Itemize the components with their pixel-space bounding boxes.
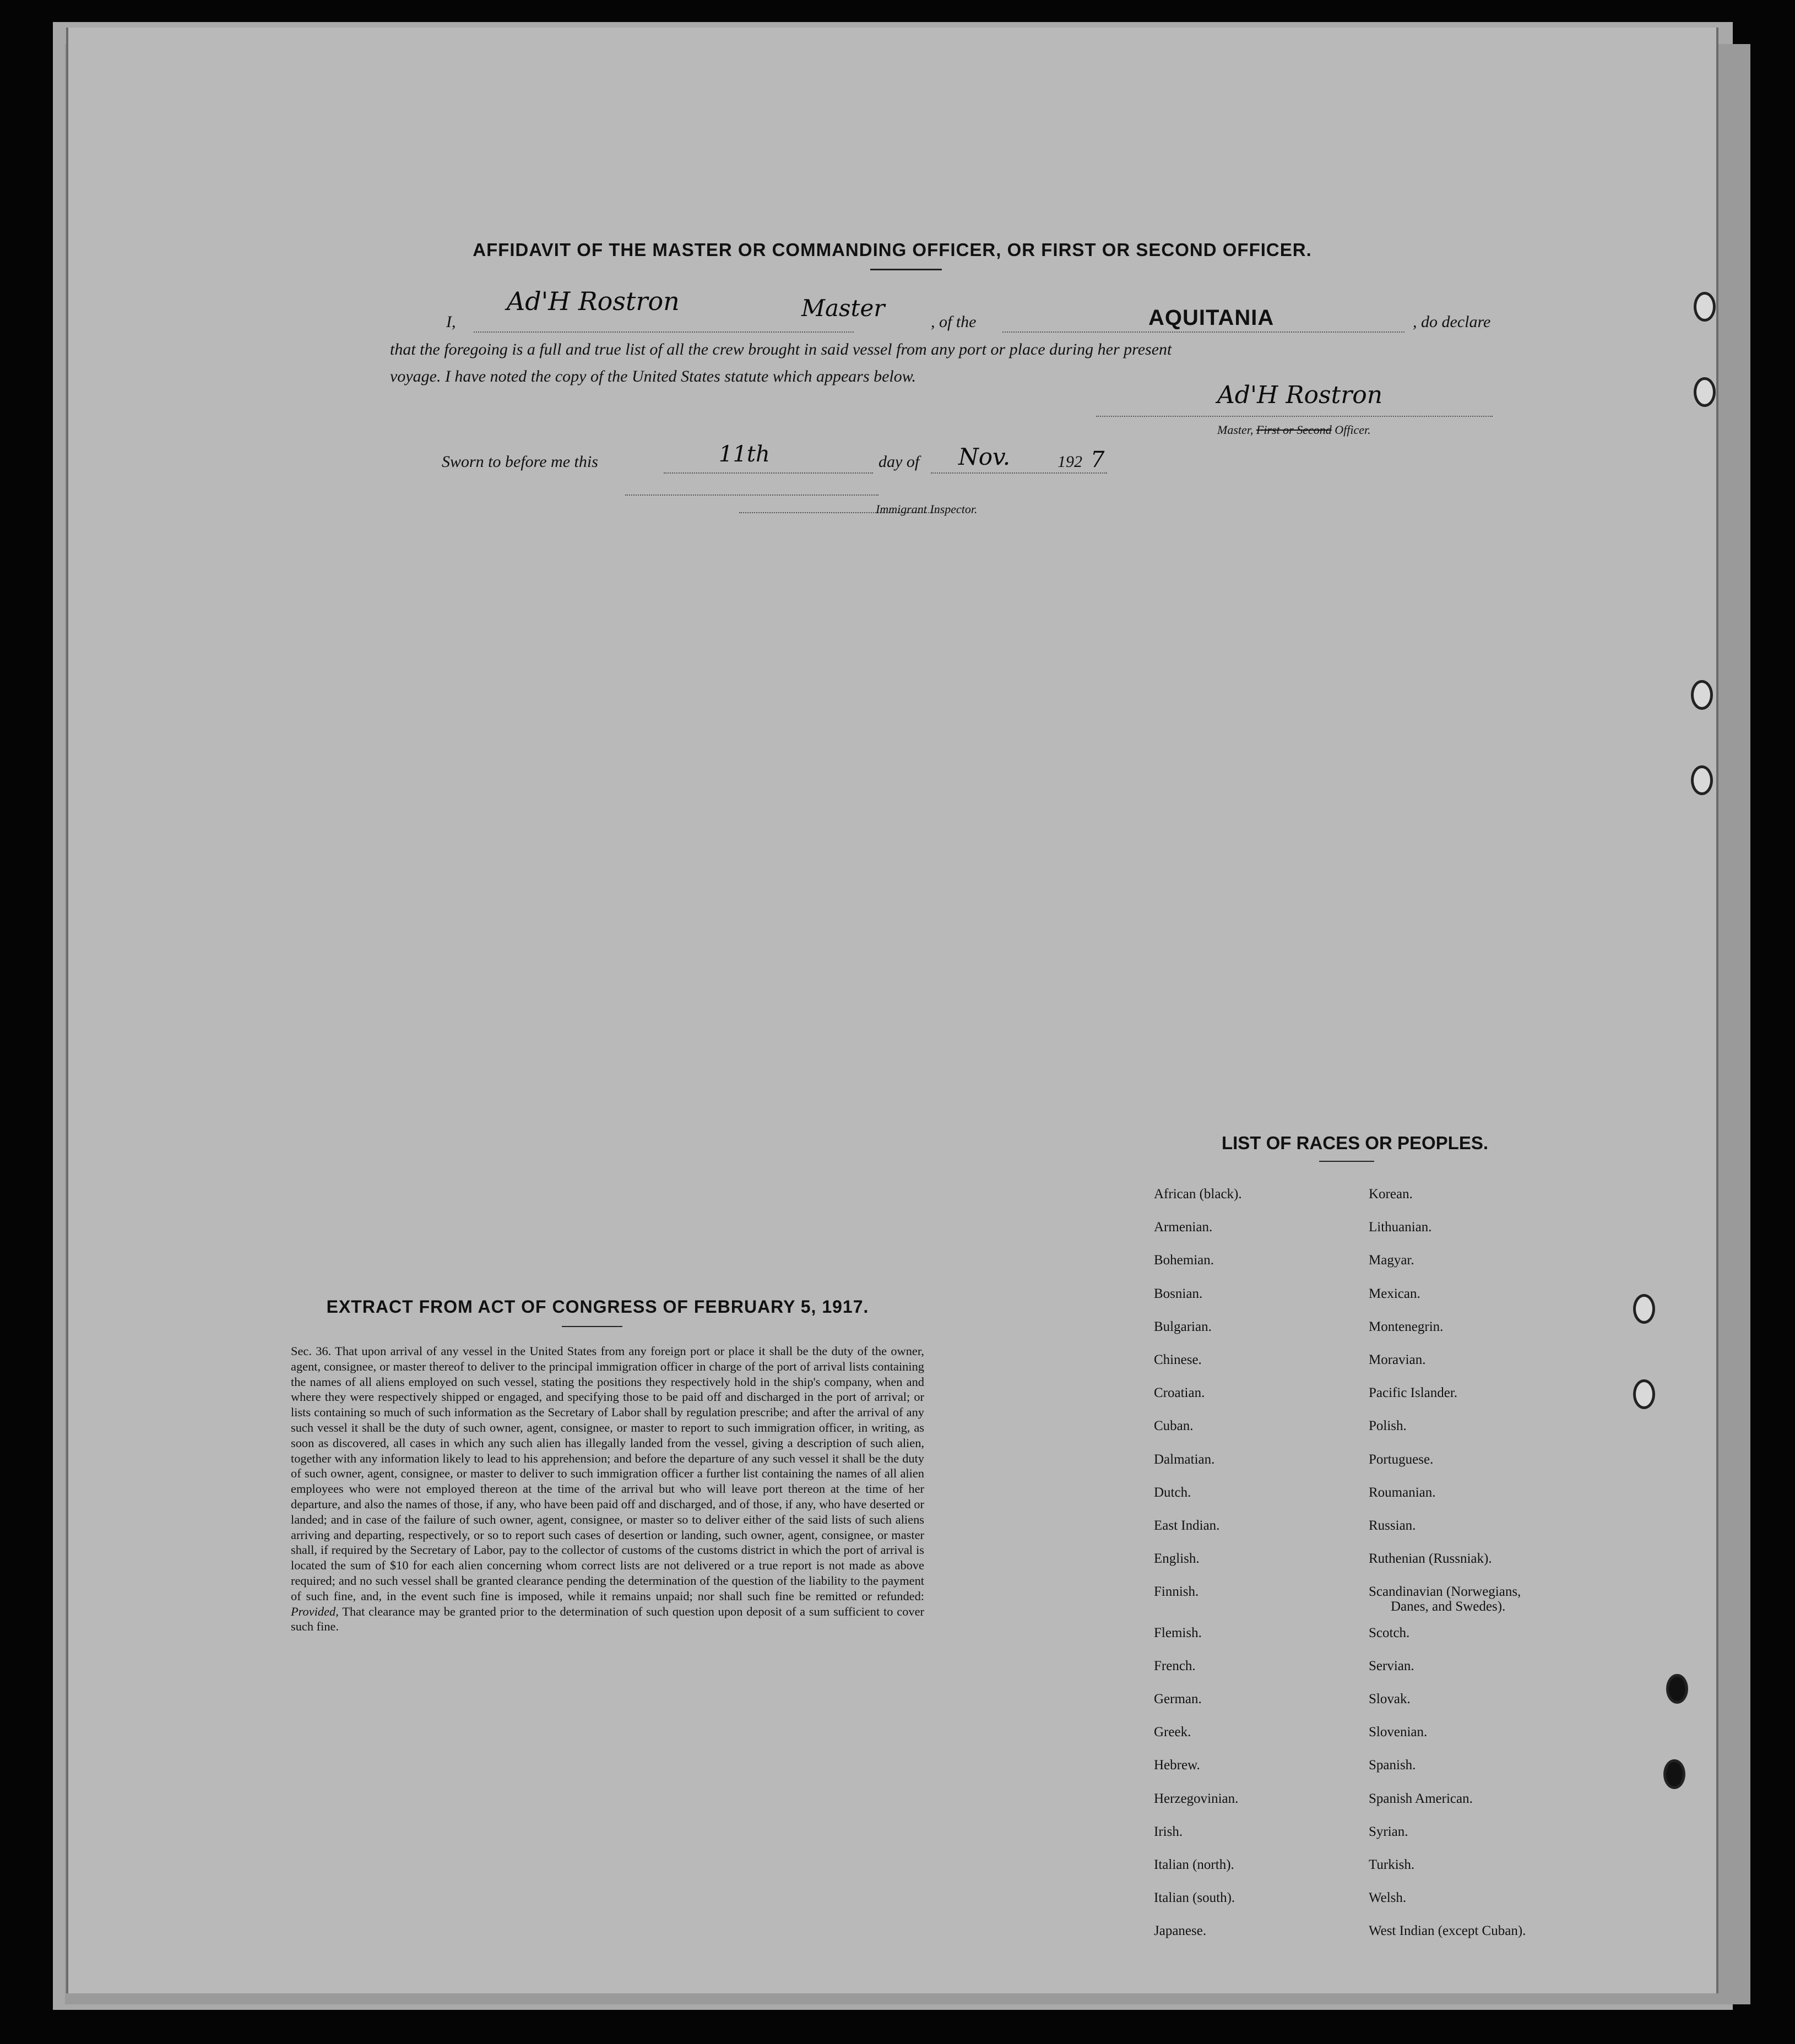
month-handwritten: Nov.: [958, 443, 1011, 470]
vessel-name: AQUITANIA: [1148, 306, 1275, 330]
caption-master: Master,: [1217, 423, 1254, 437]
signature-caption: [1217, 423, 1371, 437]
race-item: Flemish.: [1154, 1625, 1202, 1640]
race-item: Syrian.: [1369, 1824, 1408, 1839]
binder-hole: [1694, 377, 1716, 407]
race-item: Herzegovinian.: [1154, 1791, 1239, 1806]
binder-hole: [1633, 1294, 1655, 1324]
race-item: Turkish.: [1369, 1857, 1415, 1872]
master-signature-handwritten: Ad'H Rostron: [1217, 381, 1383, 409]
race-item: Magyar.: [1369, 1253, 1414, 1268]
title-underline: [870, 269, 942, 270]
race-item: Dalmatian.: [1154, 1452, 1215, 1467]
year-printed: 192: [1058, 453, 1082, 471]
race-item: Bulgarian.: [1154, 1319, 1212, 1334]
rank-handwritten: Master: [801, 295, 885, 322]
race-item: Montenegrin.: [1369, 1319, 1444, 1334]
binder-hole: [1694, 292, 1716, 322]
affidavit-line-3: voyage. I have noted the copy of the United States statute which appears below.: [390, 367, 917, 385]
binder-hole: [1633, 1379, 1655, 1409]
race-item: Slovenian.: [1369, 1725, 1428, 1740]
extract-text: Sec. 36. That upon arrival of any vessel in the United States from any foreign port or place it shall be the duty of the owner, agent, consignee, or master thereof to deliver to the principal immigration officer in charge of the port of arrival lists containing the names of all aliens employed on such vessel, stating the positions they respectively hold in the ship's company, when and where they were respectively shipped or engaged, and specifying those to be paid off and discharged in the port of arrival; or lists containing so much of such information as the Secretary of Labor shall by regulation prescribe; and after the arrival of any such vessel it shall be the duty of such owner, agent, consignee, or master to report to such immigration officer, in writing, as soon as discovered, all cases in which any such alien has illegally landed from the vessel, giving a description of such alien, together with any information likely to lead to his apprehension; and before the departure of any such vessel it shall be the duty of such owner, agent, consignee, or master to deliver to such immigration officer a further list containing the names of all alien employees who were not employed thereon at the time of the arrival but who will leave port thereon at the time of her departure, and also the names of those, if any, who have been paid off and discharged, and of those, if any, who have deserted or landed; and in case of the failure of such owner, agent, consignee, or master so to deliver either of the said lists of such aliens arriving and departing, respectively, or so to report such cases of desertion or landing, such owner, agent, consignee, or master shall, if required by the Secretary of Labor, pay to the collector of customs of the customs district in which the port of arrival is located the sum of $10 for each alien concerning whom correct lists are not delivered or a true report is not made as above required; and no such vessel shall be granted clearance pending the determination of the question of the liability to the payment of such fine, and, in the event such fine is imposed, while it remains unpaid; nor shall such fine be remitted or refunded:: [291, 1344, 924, 1603]
race-item: Italian (north).: [1154, 1857, 1234, 1872]
race-item: Chinese.: [1154, 1352, 1202, 1367]
extract-provided: Provided,: [291, 1604, 339, 1618]
binder-hole: [1691, 680, 1713, 710]
master-name-handwritten: Ad'H Rostron: [507, 286, 680, 316]
race-item-continued: Danes, and Swedes).: [1391, 1599, 1506, 1614]
race-item: Cuban.: [1154, 1418, 1194, 1434]
sworn-month-line: [931, 472, 1107, 474]
race-item: French.: [1154, 1658, 1196, 1673]
extract-body: [291, 1344, 924, 1634]
race-item: Japanese.: [1154, 1923, 1207, 1939]
name-field-line: [474, 331, 854, 333]
race-item: Roumanian.: [1369, 1485, 1436, 1500]
race-item: Welsh.: [1369, 1890, 1407, 1906]
sworn-day-line: [664, 472, 873, 474]
race-item: Lithuanian.: [1369, 1220, 1432, 1235]
of-the-label: , of the: [931, 313, 977, 331]
binder-hole: [1663, 1759, 1685, 1789]
inspector-line-upper: [625, 494, 878, 496]
binder-hole: [1691, 765, 1713, 795]
race-item: Scotch.: [1369, 1625, 1410, 1640]
manifest-page: [66, 28, 1718, 1993]
day-of-label: day of: [878, 453, 920, 471]
race-item: Korean.: [1369, 1187, 1413, 1202]
race-item: Italian (south).: [1154, 1890, 1235, 1906]
race-item: Servian.: [1369, 1658, 1414, 1673]
race-item: German.: [1154, 1692, 1202, 1706]
caption-officer: Officer.: [1335, 423, 1371, 437]
vessel-field-line: [1002, 331, 1404, 333]
race-item: Mexican.: [1369, 1286, 1420, 1301]
signature-line: [1096, 416, 1493, 417]
race-item: Finnish.: [1154, 1584, 1199, 1600]
race-item: African (black).: [1154, 1187, 1242, 1202]
do-declare-label: , do declare: [1413, 313, 1491, 331]
race-item: Polish.: [1369, 1418, 1407, 1434]
i-label: I,: [446, 313, 456, 331]
race-item: Spanish American.: [1369, 1791, 1473, 1806]
race-item: English.: [1154, 1551, 1200, 1567]
races-title: LIST OF RACES OR PEOPLES.: [1221, 1133, 1489, 1153]
year-handwritten: 7: [1091, 447, 1105, 472]
race-item: Ruthenian (Russniak).: [1369, 1551, 1492, 1567]
race-item: Pacific Islander.: [1369, 1385, 1458, 1401]
race-item: Bosnian.: [1154, 1286, 1203, 1301]
affidavit-title: AFFIDAVIT OF THE MASTER OR COMMANDING OFFICER, OR FIRST OR SECOND OFFICER.: [473, 240, 1312, 260]
extract-text-end: That clearance may be granted prior to the determination of such question upon deposit of a sum sufficient to cover such fine.: [291, 1604, 924, 1634]
race-item: Russian.: [1369, 1518, 1416, 1533]
sworn-label: Sworn to before me this: [442, 453, 598, 471]
caption-struck-out: First or Second: [1256, 423, 1332, 437]
race-item: East Indian.: [1154, 1518, 1220, 1533]
race-item: Scandinavian (Norwegians,: [1369, 1584, 1521, 1600]
race-item: Bohemian.: [1154, 1253, 1214, 1268]
race-item: Croatian.: [1154, 1385, 1205, 1401]
race-item: Armenian.: [1154, 1220, 1213, 1235]
day-handwritten: 11th: [719, 442, 770, 467]
race-item: Dutch.: [1154, 1485, 1191, 1500]
extract-title-underline: [562, 1326, 622, 1327]
race-item: Spanish.: [1369, 1758, 1416, 1773]
race-item: West Indian (except Cuban).: [1369, 1923, 1526, 1939]
race-item: Irish.: [1154, 1824, 1183, 1839]
race-item: Moravian.: [1369, 1352, 1426, 1367]
inspector-caption: Immigrant Inspector.: [876, 502, 978, 516]
race-item: Slovak.: [1369, 1692, 1411, 1706]
affidavit-line-2: that the foregoing is a full and true list of all the crew brought in said vessel from any port or place during her present: [390, 340, 1172, 358]
race-item: Greek.: [1154, 1725, 1191, 1740]
extract-title: EXTRACT FROM ACT OF CONGRESS OF FEBRUARY 5, 1917.: [326, 1297, 869, 1317]
race-item: Hebrew.: [1154, 1758, 1200, 1773]
binder-hole: [1666, 1674, 1688, 1704]
race-item: Portuguese.: [1369, 1452, 1434, 1467]
races-title-underline: [1319, 1161, 1374, 1162]
